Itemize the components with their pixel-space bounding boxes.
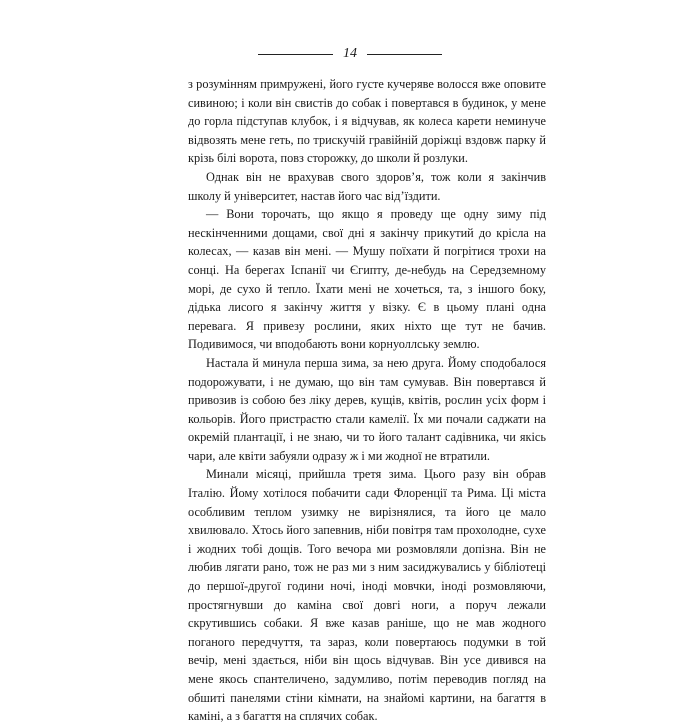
body-text bbox=[188, 75, 546, 726]
paragraph: Однак він не врахував свого здоров’я, тож коли я закінчив школу й університет, настав його час від’їздити. bbox=[188, 169, 546, 203]
paragraph: Настала й минула перша зима, за нею друга. Йому сподобалося подорожувати, і не думаю, що він там сумував. Він повертався й привозив із собою без ліку дерев, кущів, квітів, рослин усіх форм і кольорів. Його пристрастю стали камелії. Їх ми почали саджати на окремій плантації, і не знаю, чи то його талант садівника, чи якісь чари, але квіти забуяли одразу ж і ми жодної не втратили. bbox=[188, 355, 546, 463]
paragraph: — Вони торочать, що якщо я проведу ще одну зиму під нескінченними дощами, свої дні я закінчу прикутий до крісла на колесах, — казав він мені. — Мушу поїхати й погрітися трохи на сонці. На берегах Іспанії чи Єгипту, де-небудь на Середземному морі, де сухо й тепло. Їхати мені не хочеться, та, з іншого боку, дідька лисого я закінчу життя у візку. Є в цьому плані одна перевага. Я привезу рослини, яких ніхто ще тут не бачив. Подивимося, чи вподобають вони корнуоллську землю. bbox=[188, 207, 546, 352]
header-rule-left bbox=[258, 54, 333, 55]
paragraph: Минали місяці, прийшла третя зима. Цього разу він обрав Італію. Йому хотілося побачити сади Флоренції та Рима. Ці міста особливим теплом узимку не вирізнялися, та його це мало хвилювало. Хтось його запевнив, ніби повітря там прохолодне, сухе і жодних тобі дощів. Того вечора ми розмовляли допізна. Він не любив лягати рано, тож не раз ми з ним засиджувались у бібліотеці до першої-другої години ночі, іноді мовчки, іноді розмовляючи, простягнувши до каміна свої довгі ноги, а поруч лежали скрутившись собаки. Я вже казав раніше, що не мав жодного поганого передчуття, та зараз, коли повертаюсь подумки в той вечір, мені здається, ніби він щось відчував. Він усе дивився на мене якось спантеличено, задумливо, потім переводив погляд на обшиті панелями стіни кімнати, на знайомі картини, на багаття в каміні, а з багаття на сплячих собак. bbox=[188, 467, 546, 724]
page-number: 14 bbox=[343, 46, 357, 61]
page-header bbox=[258, 44, 442, 64]
paragraph: з розумінням примружені, його густе кучеряве волосся вже оповите сивиною; і коли він свистів до собак і повертався в будинок, у мене до горла підступав клубок, і я відчував, як колеса карети неминуче відвозять мене геть, по трискучій гравійній доріжці вздовж парку й крізь білі ворота, повз сторожку, до школи й розлуки. bbox=[188, 77, 546, 166]
header-rule-right bbox=[367, 54, 442, 55]
